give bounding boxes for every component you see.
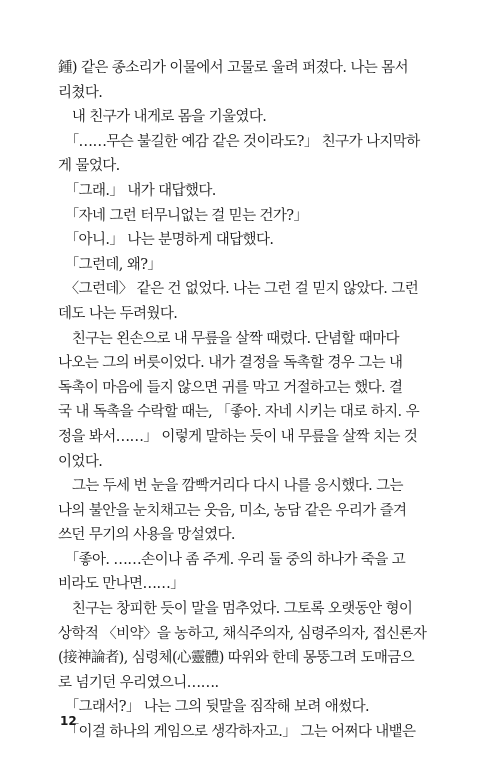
text-line: 이었다. — [58, 453, 103, 470]
text-line: 데도 나는 두려웠다. — [58, 305, 178, 322]
text-line: 쓰던 무기의 사용을 망설였다. — [58, 527, 235, 544]
text-line: 「그런데, 왜?」 — [58, 256, 162, 273]
page-number: 12 — [60, 714, 77, 728]
text-line: 그는 두세 번 눈을 깜빡거리다 다시 나를 응시했다. 그는 — [58, 478, 403, 495]
text-line: 「이걸 하나의 게임으로 생각하자고.」 그는 어쩌다 내뱉은 — [58, 724, 416, 741]
text-line: 정을 봐서……」 이렇게 말하는 듯이 내 무릎을 살짝 치는 것 — [58, 428, 418, 445]
text-line: 로 넘기던 우리였으니……. — [58, 674, 219, 691]
text-line: 리쳤다. — [58, 84, 103, 101]
text-line: 「좋아. ……손이나 좀 주게. 우리 둘 중의 하나가 죽을 고 — [58, 551, 406, 568]
text-line: 「그래서?」 나는 그의 뒷말을 짐작해 보려 애썼다. — [58, 699, 370, 716]
text-line: 「아니.」 나는 분명하게 대답했다. — [58, 232, 274, 249]
text-line: 국 내 독촉을 수락할 때는, 「좋아. 자네 시키는 대로 하지. 우 — [58, 404, 419, 421]
text-line: 鍾) 같은 종소리가 이물에서 고물로 울려 퍼졌다. 나는 몸서 — [58, 60, 408, 76]
text-line: 「그래.」 내가 대답했다. — [58, 182, 216, 199]
text-line: 〈그런데〉 같은 건 없었다. 나는 그런 걸 믿지 않았다. 그런 — [58, 281, 419, 298]
text-body — [58, 56, 448, 745]
text-line: 친구는 창피한 듯이 말을 멈추었다. 그토록 오랫동안 형이 — [58, 601, 413, 618]
text-line: 내 친구가 내게로 몸을 기울였다. — [58, 109, 267, 126]
text-line: 독촉이 마음에 들지 않으면 귀를 막고 거절하고는 했다. 결 — [58, 379, 403, 396]
text-line: 친구는 왼손으로 내 무릎을 살짝 때렸다. 단념할 때마다 — [58, 330, 399, 347]
text-line: 비라도 만나면……」 — [58, 576, 185, 593]
text-line: 「……무슨 불길한 예감 같은 것이라도?」 친구가 나지막하 — [58, 133, 420, 150]
text-line: 나의 불안을 눈치채고는 웃음, 미소, 농담 같은 우리가 즐겨 — [58, 502, 407, 519]
text-line: 상학적 〈비약〉을 농하고, 채식주의자, 심령주의자, 접신론자 — [58, 625, 427, 642]
text-line: 게 물었다. — [58, 158, 120, 175]
text-line: (接神論者), 심령체(心靈體) 따위와 한데 몽뚱그려 도매금으 — [58, 650, 415, 667]
text-line: 나오는 그의 버릇이었다. 내가 결정을 독촉할 경우 그는 내 — [58, 355, 403, 372]
text-line: 「자네 그런 터무니없는 걸 믿는 건가?」 — [58, 207, 308, 224]
